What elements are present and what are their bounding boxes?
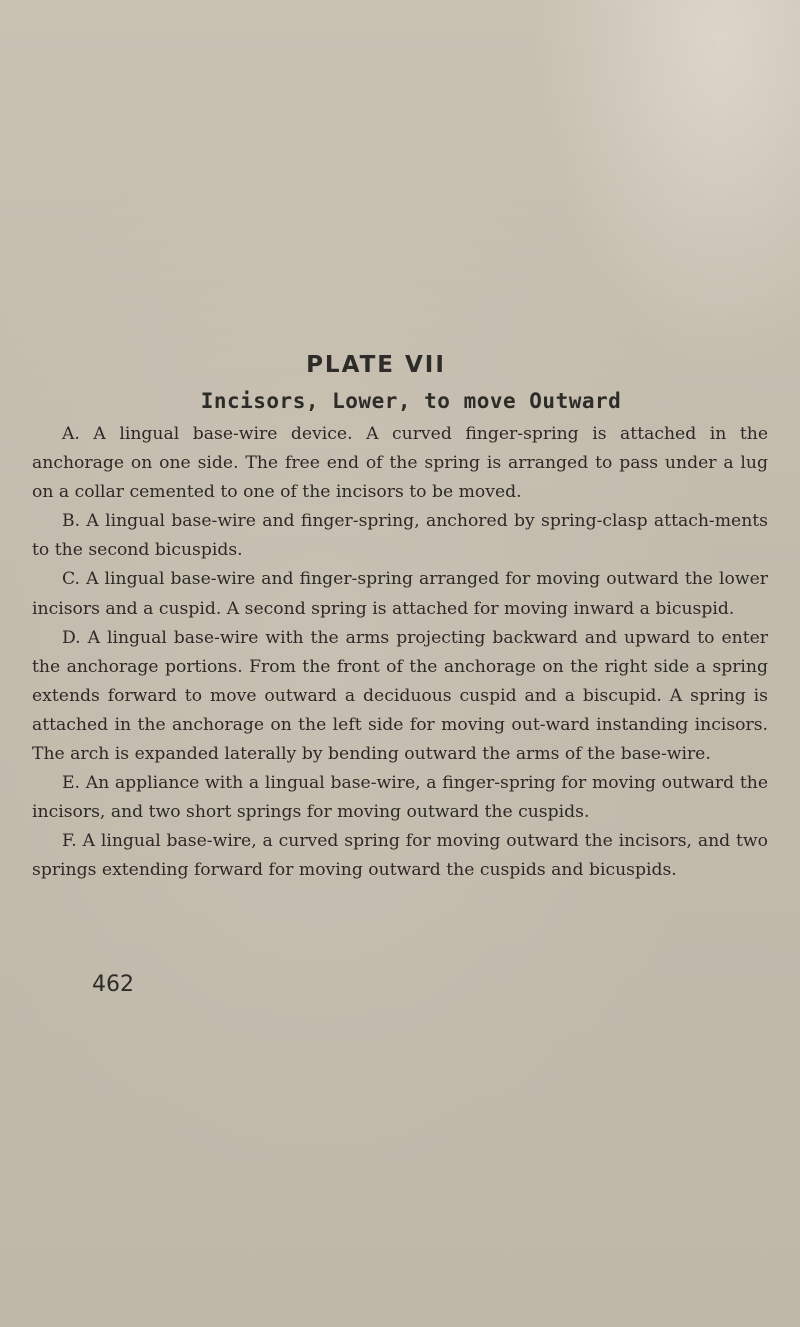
entry-d: D. A lingual base-wire with the arms projecting backward and upward to enter the anchorage portions. From the front of the anchorage on the right side a spring extends forward to move outward a deciduous cuspid and a biscupid. A spring is attached in the anchorage on the left side for moving out-ward instanding incisors. The arch is expanded laterally by bending outward the arms of the base-wire. xyxy=(32,627,768,765)
page-number: 462 xyxy=(92,972,134,997)
plate-subtitle: Incisors, Lower, to move Outward xyxy=(200,389,622,413)
entry-a: A. A lingual base-wire device. A curved finger-spring is attached in the anchorage on one side. The free end of the spring is arranged to pass under a lug on a collar cemented to one of the incisors to be moved. xyxy=(32,424,768,503)
plate-title: PLATE VII xyxy=(306,352,446,378)
entry-b: B. A lingual base-wire and finger-spring, anchored by spring-clasp attach-ments to the second bicuspids. xyxy=(32,511,768,561)
entry-f: F. A lingual base-wire, a curved spring for moving outward the incisors, and two springs extending forward for moving outward the cuspids and bicuspids. xyxy=(32,831,768,881)
plate-descriptions xyxy=(32,420,768,886)
entry-c: C. A lingual base-wire and finger-spring arranged for moving outward the lower incisors and a cuspid. A second spring is attached for moving inward a bicuspid. xyxy=(32,569,768,619)
entry-e: E. An appliance with a lingual base-wire, a finger-spring for moving outward the incisors, and two short springs for moving outward the cuspids. xyxy=(32,773,768,823)
